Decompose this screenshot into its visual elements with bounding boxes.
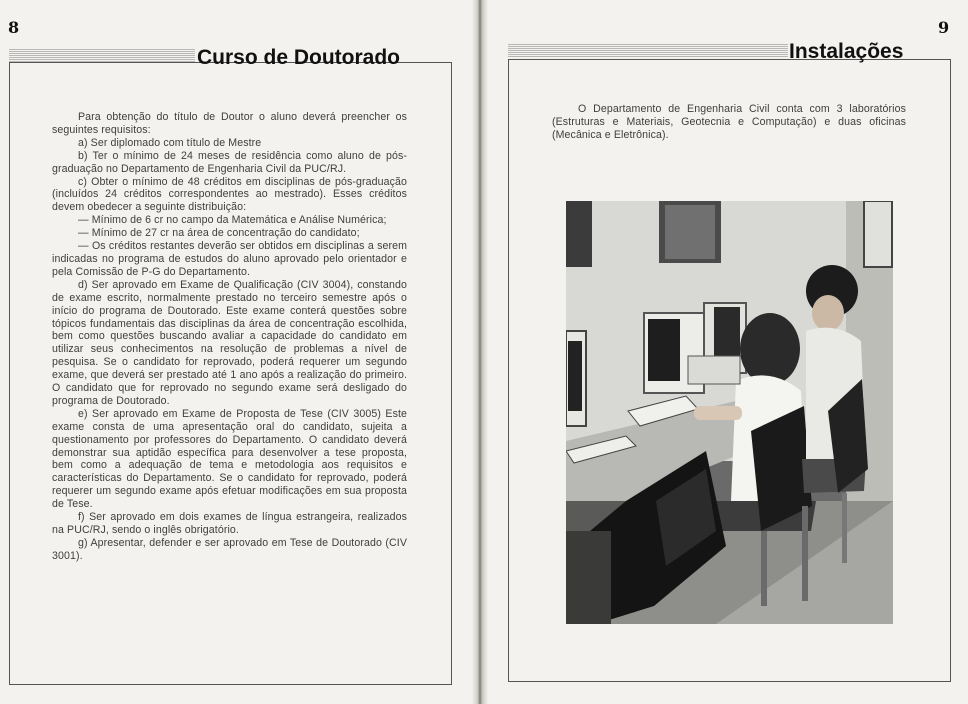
paragraph: Para obtenção do título de Doutor o aluno deverá preencher os seguintes requisitos: — [52, 111, 407, 136]
page-number-left: 8 — [8, 18, 20, 37]
paragraph: c) Obter o mínimo de 48 créditos em disciplinas de pós-graduação (incluídos 24 créditos correspondentes ao mestrado). Esses créditos devem obedecer a seguinte distribuição: — [52, 175, 407, 214]
left-body-text — [52, 111, 407, 563]
lab-photo — [566, 201, 893, 624]
paragraph: O Departamento de Engenharia Civil conta com 3 laboratórios (Estruturas e Materiais, Geotecnia e Computação) e duas oficinas (Mecânica e Eletrônica). — [552, 103, 906, 141]
page-number-right: 9 — [938, 18, 950, 37]
chapter-title-right: Instalações — [789, 40, 904, 63]
paragraph: g) Apresentar, defender e ser aprovado em Tese de Doutorado (CIV 3001). — [52, 536, 407, 562]
paragraph: f) Ser aprovado em dois exames de língua estrangeira, realizados na PUC/RJ, sendo o inglês obrigatório. — [52, 511, 407, 536]
left-header-bar — [9, 49, 195, 62]
right-body-text — [552, 103, 906, 142]
paragraph: a) Ser diplomado com título de Mestre — [78, 136, 262, 149]
right-header-bar — [508, 44, 788, 57]
paragraph: d) Ser aprovado em Exame de Qualificação (CIV 3004), constando de exame escrito, normalmente prestado no terceiro semestre após o início do programa de Doutorado. Este exame conterá questões sobre tópicos fundamentais das disciplinas da área de concentração escolhida, bem como questões buscando avaliar a capacidade do candidato em utilizar seus conhecimentos na resolução de problemas a nível de pesquisa. Se o candidato for reprovado, poderá requerer um segundo exame, que deverá ser prestado até 1 ano após a realização do primeiro. O candidato que for reprovado no segundo exame será desligado do programa de Doutorado. — [52, 278, 407, 407]
paragraph: — Mínimo de 27 cr na área de concentração do candidato; — [78, 227, 360, 240]
paragraph: e) Ser aprovado em Exame de Proposta de Tese (CIV 3005) Este exame consta de uma apresentação oral do candidato, sujeita a questionamento por professores do Departamento. O candidato deverá demonstrar sua aptidão específica para desenvolver a tese proposta, bem como a adequação de tema e metodologia aos requisitos e características do Departamento. Se o candidato for reprovado, poderá requerer um segundo exame após efetuar modificações em sua proposta de Tese. — [52, 407, 407, 511]
paragraph: — Os créditos restantes deverão ser obtidos em disciplinas a serem indicadas no programa de estudos do aluno aprovado pelo orientador e pela Comissão de P-G do Departamento. — [52, 240, 407, 278]
paragraph: — Mínimo de 6 cr no campo da Matemática e Análise Numérica; — [78, 214, 387, 227]
book-spine — [472, 0, 488, 704]
computer-lab-photo-illustration — [566, 201, 893, 624]
paragraph: b) Ter o mínimo de 24 meses de residência como aluno de pós-graduação no Departamento de Engenharia Civil da PUC/RJ. — [52, 149, 407, 175]
chapter-title-left: Curso de Doutorado — [197, 46, 400, 69]
